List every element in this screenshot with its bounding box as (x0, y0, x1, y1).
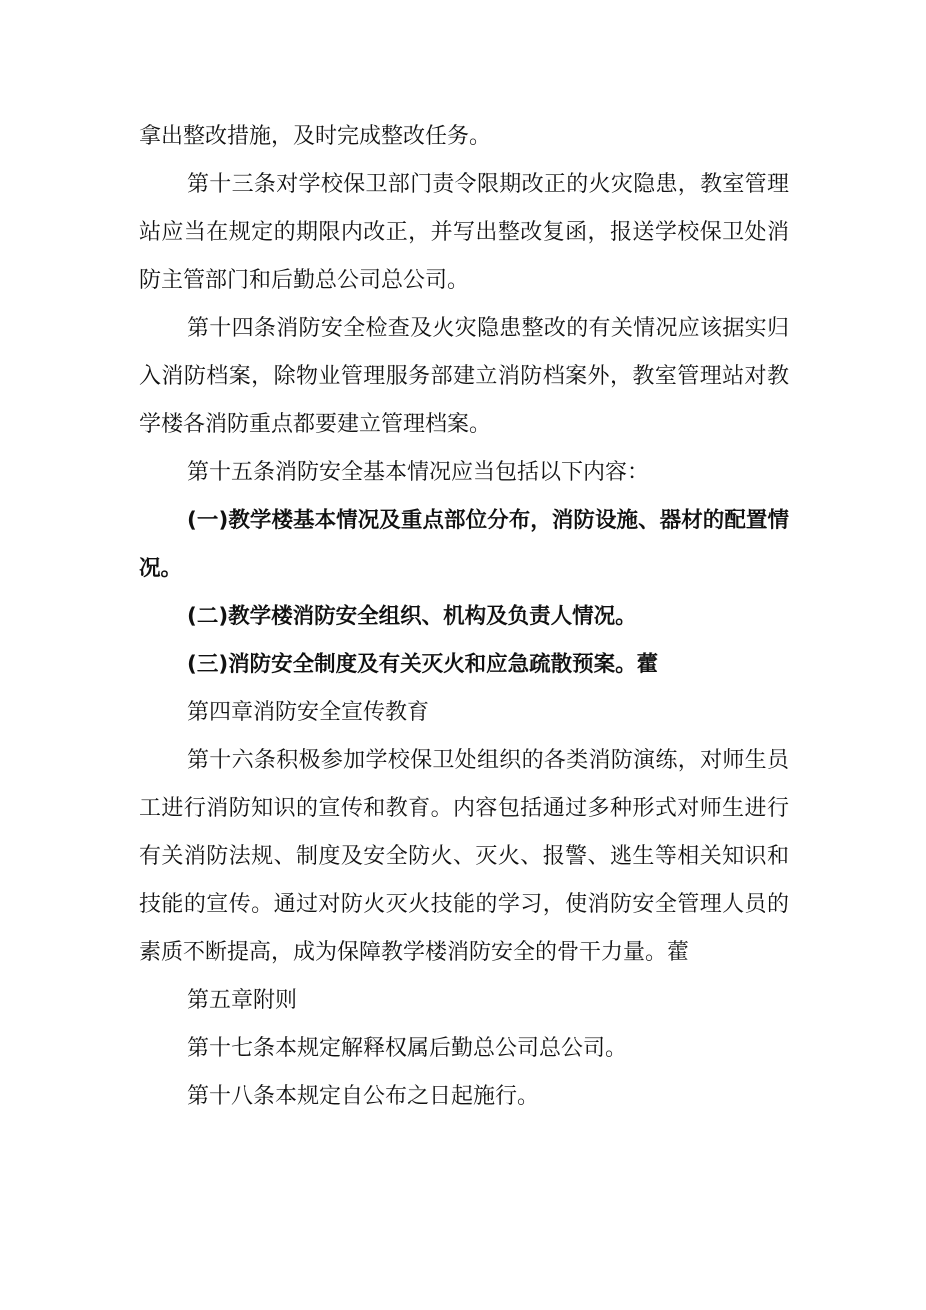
list-item-3: (三)消防安全制度及有关灭火和应急疏散预案。藿 (187, 652, 659, 677)
document-body (139, 113, 789, 1121)
paragraph-article-16: 第十六条积极参加学校保卫处组织的各类消防演练，对师生员工进行消防知识的宣传和教育。内容包括通过多种形式对师生进行有关消防法规、制度及安全防火、灭火、报警、逃生等相关知识和技能的宣传。通过对防火灭火技能的学习，使消防安全管理人员的素质不断提高，成为保障教学楼消防安全的骨干力量。藿 (139, 748, 789, 965)
paragraph-article-17: 第十七条本规定解释权属后勤总公司总公司。 (187, 1036, 628, 1061)
paragraph-continuation: 拿出整改措施，及时完成整改任务。 (139, 124, 492, 149)
paragraph-article-14: 第十四条消防安全检查及火灾隐患整改的有关情况应该据实归入消防档案，除物业管理服务部建立消防档案外，教室管理站对教学楼各消防重点都要建立管理档案。 (139, 316, 789, 437)
list-item-2: (二)教学楼消防安全组织、机构及负责人情况。 (187, 604, 637, 629)
chapter-heading-4: 第四章消防安全宣传教育 (187, 700, 430, 725)
paragraph-article-13: 第十三条对学校保卫部门责令限期改正的火灾隐患，教室管理站应当在规定的期限内改正，并写出整改复函，报送学校保卫处消防主管部门和后勤总公司总公司。 (139, 172, 789, 293)
chapter-heading-5: 第五章附则 (187, 988, 298, 1013)
list-item-1: (一)教学楼基本情况及重点部位分布，消防设施、器材的配置情况。 (139, 508, 789, 581)
paragraph-article-18: 第十八条本规定自公布之日起施行。 (187, 1084, 540, 1109)
paragraph-article-15: 第十五条消防安全基本情况应当包括以下内容： (187, 460, 650, 485)
